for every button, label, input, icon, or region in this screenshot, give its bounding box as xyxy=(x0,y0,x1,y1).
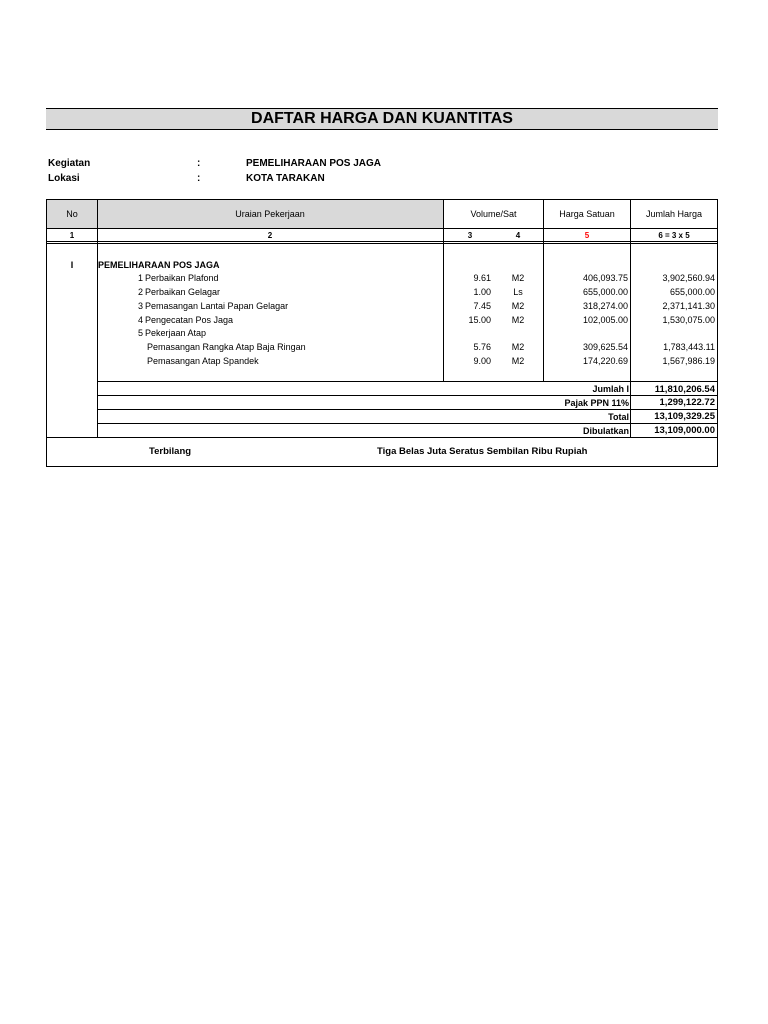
item-unit: M2 xyxy=(511,315,525,325)
header-jumlah-harga: Jumlah Harga xyxy=(645,209,703,219)
item-unit: Ls xyxy=(513,287,523,297)
item-number: 5 xyxy=(137,328,143,338)
item-name: Pekerjaan Atap xyxy=(145,328,207,338)
item-volume: 7.45 xyxy=(473,301,491,311)
meta-value-lokasi: KOTA TARAKAN xyxy=(246,173,325,184)
total-label-jumlah: Jumlah I xyxy=(592,384,629,394)
meta-label-kegiatan: Kegiatan xyxy=(48,158,91,169)
item-number: 1 xyxy=(137,273,143,283)
item-volume: 15.00 xyxy=(468,315,491,325)
item-volume: 9.00 xyxy=(473,356,491,366)
section-title: PEMELIHARAAN POS JAGA xyxy=(98,260,220,270)
colnum-4: 4 xyxy=(515,231,521,240)
divider-colnums-bottom xyxy=(47,243,717,244)
header-no: No xyxy=(66,209,78,219)
divider-colnums-top xyxy=(47,241,717,242)
item-jumlah: 2,371,141.30 xyxy=(662,301,715,311)
item-volume: 9.61 xyxy=(473,273,491,283)
item-harga: 174,220.69 xyxy=(582,356,628,366)
divider-total-2 xyxy=(97,409,717,410)
item-jumlah: 3,902,560.94 xyxy=(662,273,715,283)
item-name: Pemasangan Rangka Atap Baja Ringan xyxy=(147,342,306,352)
item-jumlah: 1,530,075.00 xyxy=(662,315,715,325)
total-value-dibulatkan: 13,109,000.00 xyxy=(654,425,715,436)
total-value-ppn: 1,299,122.72 xyxy=(659,397,715,408)
item-name: Pemasangan Atap Spandek xyxy=(147,356,259,366)
meta-sep-lokasi: : xyxy=(197,173,201,184)
terbilang-value: Tiga Belas Juta Seratus Sembilan Ribu Rupiah xyxy=(377,446,588,457)
colnum-2: 2 xyxy=(267,231,273,240)
colnum-3: 3 xyxy=(467,231,473,240)
item-harga: 102,005.00 xyxy=(582,315,628,325)
meta-label-lokasi: Lokasi xyxy=(48,173,80,184)
page-title: DAFTAR HARGA DAN KUANTITAS xyxy=(46,108,718,130)
item-volume: 1.00 xyxy=(473,287,491,297)
item-unit: M2 xyxy=(511,342,525,352)
header-volume: Volume/Sat xyxy=(470,209,517,219)
item-volume: 5.76 xyxy=(473,342,491,352)
section-no: I xyxy=(70,260,74,270)
total-value-jumlah: 11,810,206.54 xyxy=(654,384,715,395)
terbilang-label: Terbilang xyxy=(149,446,192,457)
item-name: Pemasangan Lantai Papan Gelagar xyxy=(145,301,289,311)
item-harga: 406,093.75 xyxy=(582,273,628,283)
divider-total-1 xyxy=(97,395,717,396)
divider-terbilang xyxy=(47,437,717,438)
meta-value-kegiatan: PEMELIHARAAN POS JAGA xyxy=(246,158,382,169)
header-harga-satuan: Harga Satuan xyxy=(559,209,615,219)
total-label-total: Total xyxy=(608,412,629,422)
total-label-dibulatkan: Dibulatkan xyxy=(582,426,629,436)
item-number: 2 xyxy=(137,287,143,297)
item-unit: M2 xyxy=(511,273,525,283)
item-jumlah: 1,567,986.19 xyxy=(662,356,715,366)
total-label-ppn: Pajak PPN 11% xyxy=(564,398,629,408)
col-line-uraian xyxy=(443,200,444,381)
item-harga: 318,274.00 xyxy=(582,301,628,311)
divider-total-3 xyxy=(97,423,717,424)
item-unit: M2 xyxy=(511,356,525,366)
item-jumlah: 655,000.00 xyxy=(669,287,715,297)
divider-body-end xyxy=(97,381,717,382)
total-value-total: 13,109,329.25 xyxy=(654,411,715,422)
item-name: Pengecatan Pos Jaga xyxy=(145,315,234,325)
item-number: 3 xyxy=(137,301,143,311)
item-name: Perbaikan Plafond xyxy=(145,273,219,283)
meta-sep-kegiatan: : xyxy=(197,158,201,169)
header-uraian: Uraian Pekerjaan xyxy=(235,209,305,219)
colnum-1: 1 xyxy=(69,231,75,240)
item-harga: 309,625.54 xyxy=(582,342,628,352)
price-table xyxy=(46,199,718,467)
item-name: Perbaikan Gelagar xyxy=(145,287,221,297)
divider-header xyxy=(47,228,717,229)
item-harga: 655,000.00 xyxy=(582,287,628,297)
colnum-5: 5 xyxy=(584,231,590,240)
item-jumlah: 1,783,443.11 xyxy=(663,342,715,352)
item-number: 4 xyxy=(137,315,143,325)
item-unit: M2 xyxy=(511,301,525,311)
colnum-6: 6 = 3 x 5 xyxy=(658,231,690,240)
